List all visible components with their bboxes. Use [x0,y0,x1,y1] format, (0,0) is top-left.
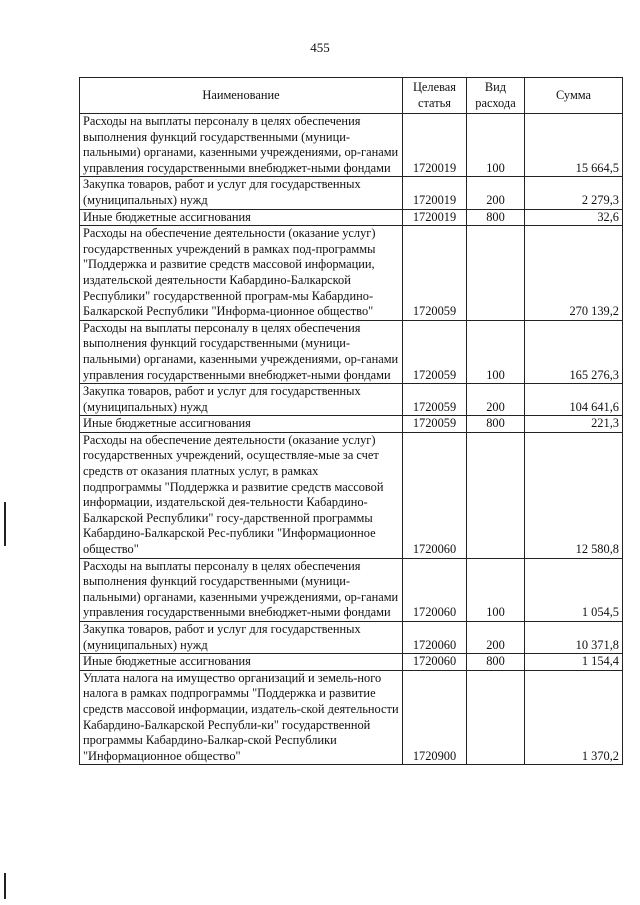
row-sum: 12 580,8 [525,432,623,558]
row-type [467,432,525,558]
table-row [80,432,623,558]
table-row [80,384,623,416]
row-code: 1720059 [403,384,467,416]
row-type [467,226,525,321]
row-code: 1720060 [403,654,467,671]
row-type: 100 [467,320,525,383]
margin-mark [4,873,6,899]
row-name: Расходы на выплаты персоналу в целях обеспечения выполнения функций государственными (муници-пальными) органами, казенными учреждениями, ор-ганами управления государственными внебюджет-ными фондами [80,558,403,621]
row-name: Иные бюджетные ассигнования [80,416,403,433]
row-code: 1720019 [403,114,467,177]
row-sum: 221,3 [525,416,623,433]
row-sum: 1 054,5 [525,558,623,621]
row-sum: 32,6 [525,209,623,226]
row-name: Расходы на выплаты персоналу в целях обеспечения выполнения функций государственными (муници-пальными) органами, казенными учреждениями, ор-ганами управления государственными внебюджет-ными фондами [80,320,403,383]
page-number: 455 [310,40,330,55]
row-sum: 270 139,2 [525,226,623,321]
row-sum: 165 276,3 [525,320,623,383]
table-row [80,320,623,383]
row-sum: 1 154,4 [525,654,623,671]
header-row [80,78,623,114]
row-sum: 2 279,3 [525,177,623,209]
row-code: 1720059 [403,320,467,383]
row-code: 1720059 [403,226,467,321]
table-body [80,114,623,765]
row-name: Иные бюджетные ассигнования [80,209,403,226]
row-sum: 104 641,6 [525,384,623,416]
row-type: 100 [467,114,525,177]
table-row [80,622,623,654]
table-row [80,209,623,226]
table-row [80,114,623,177]
table-row [80,416,623,433]
row-name: Закупка товаров, работ и услуг для государственных (муниципальных) нужд [80,177,403,209]
row-name: Расходы на выплаты персоналу в целях обеспечения выполнения функций государственными (муници-пальными) органами, казенными учреждениями, ор-ганами управления государственными внебюджет-ными фондами [80,114,403,177]
table-row [80,654,623,671]
row-type: 200 [467,622,525,654]
header-sum: Сумма [525,78,623,114]
row-name: Закупка товаров, работ и услуг для государственных (муниципальных) нужд [80,622,403,654]
table-row [80,226,623,321]
row-sum: 1 370,2 [525,670,623,765]
row-name: Уплата налога на имущество организаций и земель-ного налога в рамках подпрограммы "Поддержка и развитие средств массовой информации, издатель-ской деятельности Кабардино-Балкарской Республи-ки" государственной программы Кабардино-Балкар-ской Республики "Информационное общество" [80,670,403,765]
row-code: 1720060 [403,622,467,654]
table-header [80,78,623,114]
row-type: 100 [467,558,525,621]
row-name: Иные бюджетные ассигнования [80,654,403,671]
table-row [80,177,623,209]
row-code: 1720060 [403,558,467,621]
header-type: Вид расхода [467,78,525,114]
row-code: 1720019 [403,209,467,226]
budget-table [79,77,623,765]
row-code: 1720900 [403,670,467,765]
row-type: 200 [467,384,525,416]
row-sum: 15 664,5 [525,114,623,177]
row-type: 200 [467,177,525,209]
row-code: 1720060 [403,432,467,558]
header-name: Наименование [80,78,403,114]
table-row [80,670,623,765]
margin-mark [4,502,6,546]
row-code: 1720019 [403,177,467,209]
row-name: Расходы на обеспечение деятельности (оказание услуг) государственных учреждений в рамках под-программы "Поддержка и развитие средств массовой информации, издательской деятельности Кабардино-Балкарской Республики" государственной програм-мы Кабардино-Балкарской Республики "Информа-ционное общество" [80,226,403,321]
table-row [80,558,623,621]
row-code: 1720059 [403,416,467,433]
row-type [467,670,525,765]
row-type: 800 [467,654,525,671]
header-code: Целевая статья [403,78,467,114]
row-name: Расходы на обеспечение деятельности (оказание услуг) государственных учреждений, осуществляе-мые за счет средств от оказания платных услуг, в рамках подпрограммы "Поддержка и развитие средств массовой информации, издательской дея-тельности Кабардино-Балкарской Республики" госу-дарственной программы Кабардино-Балкарской Рес-публики "Информационное общество" [80,432,403,558]
row-type: 800 [467,416,525,433]
row-sum: 10 371,8 [525,622,623,654]
row-type: 800 [467,209,525,226]
row-name: Закупка товаров, работ и услуг для государственных (муниципальных) нужд [80,384,403,416]
